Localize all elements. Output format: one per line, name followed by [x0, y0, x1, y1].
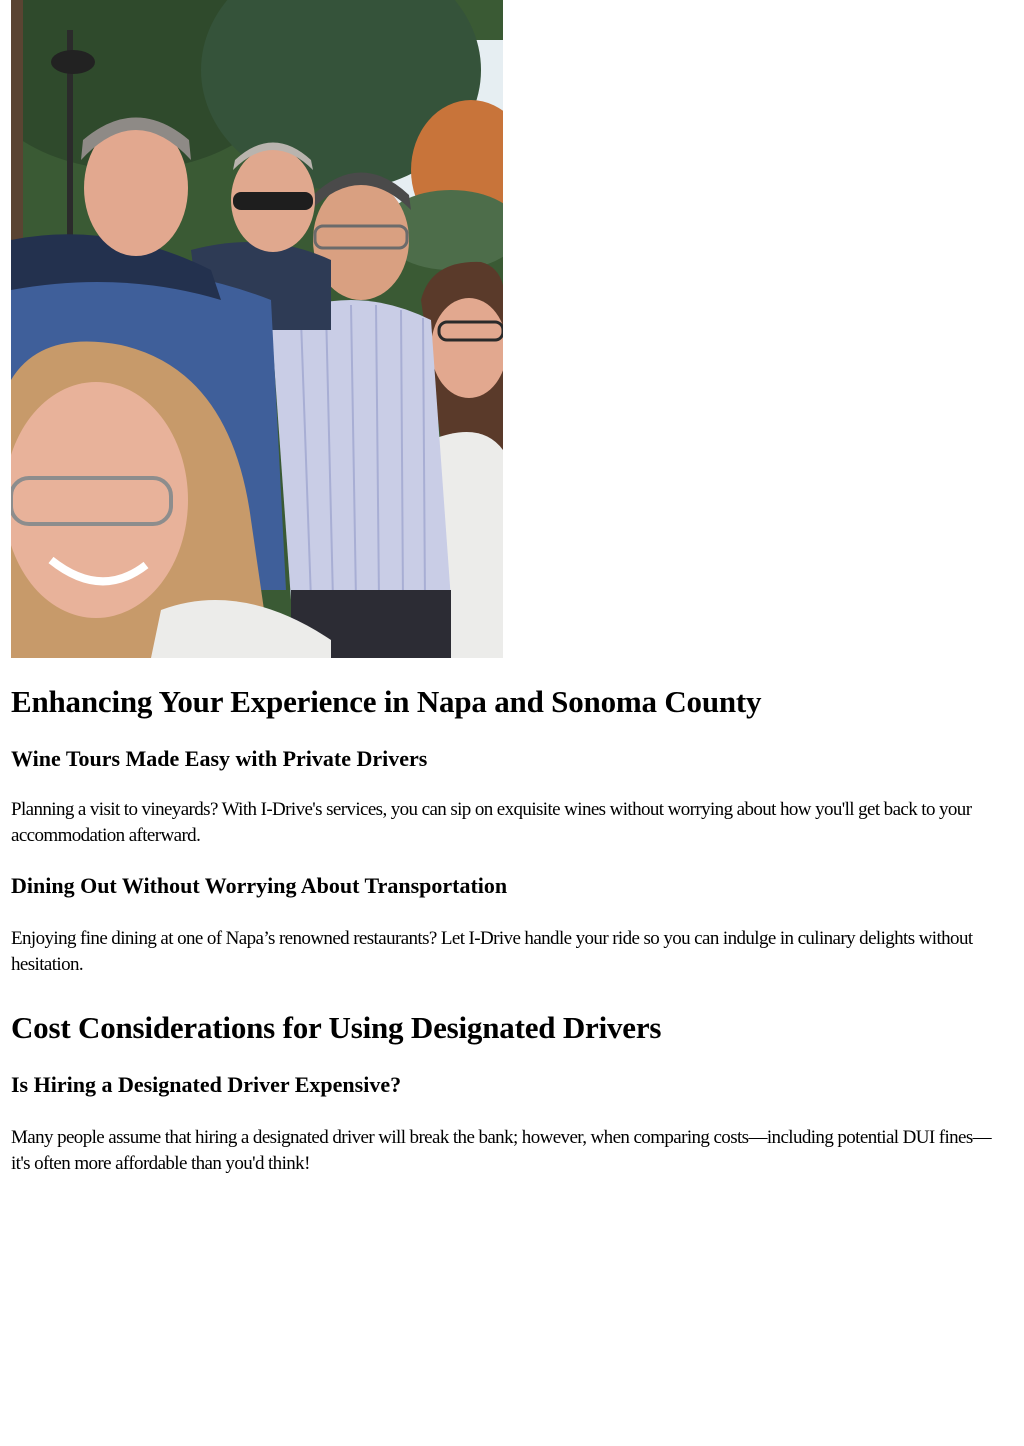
- paragraph: Enjoying fine dining at one of Napa’s renowned restaurants? Let I-Drive handle your ride so you can indulge in culinary delights without hesitation.: [11, 928, 973, 975]
- paragraph: Many people assume that hiring a designated driver will break the bank; however, when comparing costs—including potential DUI fines—it's often more affordable than you'd think!: [11, 1127, 992, 1174]
- subsection-heading: Dining Out Without Worrying About Transportation: [11, 873, 508, 898]
- subsection-heading: Wine Tours Made Easy with Private Drivers: [11, 746, 428, 771]
- section-heading: Enhancing Your Experience in Napa and Sonoma County: [11, 684, 762, 719]
- paragraph: Planning a visit to vineyards? With I-Drive's services, you can sip on exquisite wines without worrying about how you'll get back to your accommodation afterward.: [11, 799, 972, 846]
- article: [11, 0, 1006, 1177]
- section-heading: Cost Considerations for Using Designated Drivers: [11, 1010, 662, 1045]
- group-photo: [11, 0, 503, 658]
- subsection-heading: Is Hiring a Designated Driver Expensive?: [11, 1072, 402, 1097]
